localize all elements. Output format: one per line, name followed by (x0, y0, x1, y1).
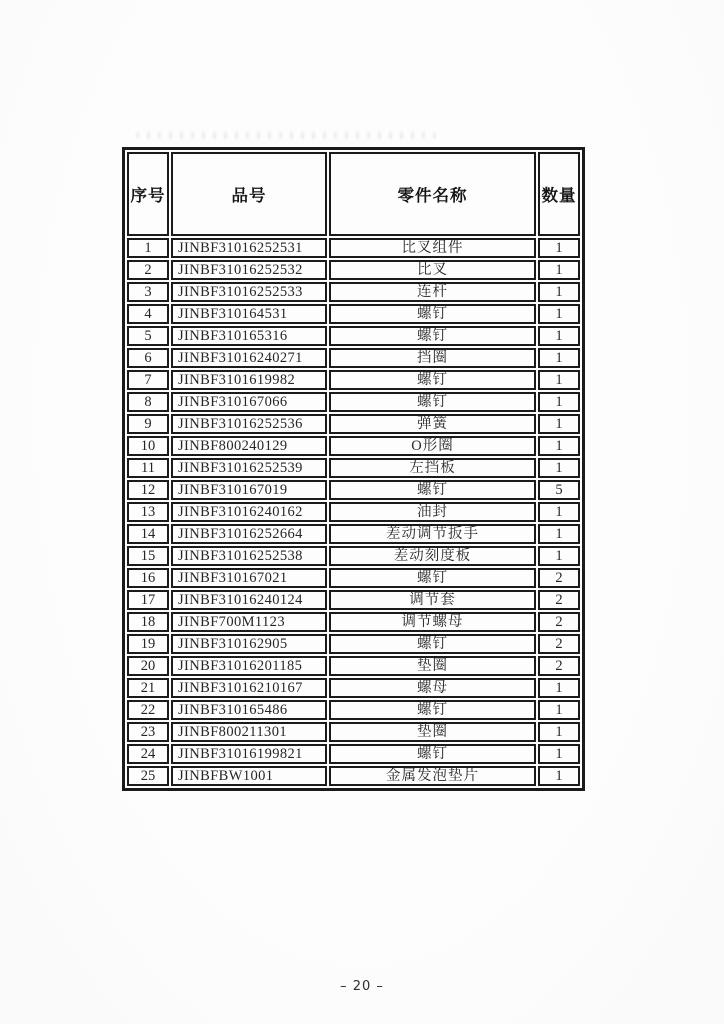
part-number-cell: JINBF310164531 (171, 304, 327, 324)
part-quantity-cell: 1 (538, 722, 580, 742)
part-quantity-cell: 1 (538, 392, 580, 412)
part-number-cell: JINBF31016240271 (171, 348, 327, 368)
part-number-cell: JINBF800211301 (171, 722, 327, 742)
part-quantity-cell: 2 (538, 568, 580, 588)
part-name-cell: 连杆 (329, 282, 536, 302)
part-quantity-cell: 1 (538, 700, 580, 720)
part-name-cell: 调节套 (329, 590, 536, 610)
row-index-cell: 5 (127, 326, 169, 346)
row-index-cell: 12 (127, 480, 169, 500)
row-index-cell: 16 (127, 568, 169, 588)
column-header-part-no: 品号 (171, 152, 327, 236)
part-name-cell: 螺钉 (329, 744, 536, 764)
row-index-cell: 14 (127, 524, 169, 544)
column-header-qty: 数量 (538, 152, 580, 236)
table-row (127, 546, 580, 566)
table-row (127, 282, 580, 302)
table-header-row (127, 152, 580, 236)
part-number-cell: JINBF31016252532 (171, 260, 327, 280)
row-index-cell: 1 (127, 238, 169, 258)
part-number-cell: JINBF31016210167 (171, 678, 327, 698)
part-name-cell: 比叉组件 (329, 238, 536, 258)
part-number-cell: JINBF700M1123 (171, 612, 327, 632)
part-number-cell: JINBF31016201185 (171, 656, 327, 676)
part-name-cell: 金属发泡垫片 (329, 766, 536, 786)
table-row (127, 766, 580, 786)
row-index-cell: 13 (127, 502, 169, 522)
scan-noise-artifact (136, 132, 436, 139)
part-number-cell: JINBF31016240162 (171, 502, 327, 522)
part-name-cell: 螺钉 (329, 634, 536, 654)
row-index-cell: 8 (127, 392, 169, 412)
part-name-cell: 垫圈 (329, 656, 536, 676)
part-name-cell: 螺钉 (329, 304, 536, 324)
table-row (127, 436, 580, 456)
table-row (127, 678, 580, 698)
row-index-cell: 20 (127, 656, 169, 676)
part-quantity-cell: 2 (538, 634, 580, 654)
part-number-cell: JINBF31016252531 (171, 238, 327, 258)
part-quantity-cell: 1 (538, 370, 580, 390)
table-row (127, 370, 580, 390)
page-number: – 20 – (340, 979, 384, 994)
part-number-cell: JINBF31016199821 (171, 744, 327, 764)
part-quantity-cell: 1 (538, 260, 580, 280)
part-quantity-cell: 1 (538, 546, 580, 566)
row-index-cell: 10 (127, 436, 169, 456)
part-name-cell: 差动刻度板 (329, 546, 536, 566)
part-quantity-cell: 1 (538, 436, 580, 456)
part-quantity-cell: 2 (538, 656, 580, 676)
part-quantity-cell: 1 (538, 678, 580, 698)
part-number-cell: JINBF31016252538 (171, 546, 327, 566)
table-row (127, 722, 580, 742)
parts-table-body (127, 238, 580, 786)
part-name-cell: 垫圈 (329, 722, 536, 742)
table-row (127, 590, 580, 610)
part-number-cell: JINBF31016240124 (171, 590, 327, 610)
row-index-cell: 25 (127, 766, 169, 786)
part-number-cell: JINBF3101619982 (171, 370, 327, 390)
row-index-cell: 4 (127, 304, 169, 324)
part-number-cell: JINBF310167066 (171, 392, 327, 412)
row-index-cell: 22 (127, 700, 169, 720)
table-row (127, 238, 580, 258)
part-quantity-cell: 1 (538, 238, 580, 258)
part-number-cell: JINBF310167021 (171, 568, 327, 588)
part-name-cell: 比叉 (329, 260, 536, 280)
part-quantity-cell: 1 (538, 502, 580, 522)
part-name-cell: 调节螺母 (329, 612, 536, 632)
part-number-cell: JINBF310167019 (171, 480, 327, 500)
part-quantity-cell: 1 (538, 348, 580, 368)
row-index-cell: 9 (127, 414, 169, 434)
part-number-cell: JINBF31016252533 (171, 282, 327, 302)
table-row (127, 458, 580, 478)
part-name-cell: 左挡板 (329, 458, 536, 478)
table-row (127, 480, 580, 500)
part-quantity-cell: 1 (538, 744, 580, 764)
row-index-cell: 2 (127, 260, 169, 280)
table-row (127, 656, 580, 676)
part-name-cell: 螺钉 (329, 370, 536, 390)
row-index-cell: 23 (127, 722, 169, 742)
part-number-cell: JINBF31016252536 (171, 414, 327, 434)
part-name-cell: O形圈 (329, 436, 536, 456)
part-name-cell: 螺钉 (329, 480, 536, 500)
part-quantity-cell: 1 (538, 326, 580, 346)
row-index-cell: 17 (127, 590, 169, 610)
part-number-cell: JINBF310165316 (171, 326, 327, 346)
row-index-cell: 6 (127, 348, 169, 368)
row-index-cell: 15 (127, 546, 169, 566)
part-number-cell: JINBF31016252664 (171, 524, 327, 544)
part-quantity-cell: 5 (538, 480, 580, 500)
part-quantity-cell: 1 (538, 304, 580, 324)
part-name-cell: 螺母 (329, 678, 536, 698)
column-header-part-name: 零件名称 (329, 152, 536, 236)
row-index-cell: 24 (127, 744, 169, 764)
row-index-cell: 7 (127, 370, 169, 390)
part-name-cell: 弹簧 (329, 414, 536, 434)
table-row (127, 304, 580, 324)
part-number-cell: JINBF31016252539 (171, 458, 327, 478)
part-number-cell: JINBFBW1001 (171, 766, 327, 786)
row-index-cell: 18 (127, 612, 169, 632)
table-row (127, 744, 580, 764)
table-row (127, 634, 580, 654)
table-row (127, 524, 580, 544)
table-row (127, 568, 580, 588)
part-name-cell: 差动调节扳手 (329, 524, 536, 544)
table-row (127, 414, 580, 434)
table-row (127, 612, 580, 632)
table-row (127, 502, 580, 522)
table-row (127, 392, 580, 412)
part-number-cell: JINBF310165486 (171, 700, 327, 720)
part-name-cell: 螺钉 (329, 568, 536, 588)
part-name-cell: 螺钉 (329, 392, 536, 412)
table-row (127, 260, 580, 280)
part-quantity-cell: 2 (538, 590, 580, 610)
table-row (127, 700, 580, 720)
part-quantity-cell: 1 (538, 458, 580, 478)
row-index-cell: 11 (127, 458, 169, 478)
row-index-cell: 3 (127, 282, 169, 302)
part-quantity-cell: 1 (538, 414, 580, 434)
column-header-index: 序号 (127, 152, 169, 236)
table-row (127, 348, 580, 368)
part-quantity-cell: 1 (538, 282, 580, 302)
part-name-cell: 螺钉 (329, 700, 536, 720)
part-name-cell: 油封 (329, 502, 536, 522)
row-index-cell: 19 (127, 634, 169, 654)
part-name-cell: 挡圈 (329, 348, 536, 368)
part-quantity-cell: 2 (538, 612, 580, 632)
part-number-cell: JINBF310162905 (171, 634, 327, 654)
parts-list-table (122, 147, 585, 791)
part-quantity-cell: 1 (538, 766, 580, 786)
part-quantity-cell: 1 (538, 524, 580, 544)
part-number-cell: JINBF800240129 (171, 436, 327, 456)
row-index-cell: 21 (127, 678, 169, 698)
part-name-cell: 螺钉 (329, 326, 536, 346)
table-row (127, 326, 580, 346)
